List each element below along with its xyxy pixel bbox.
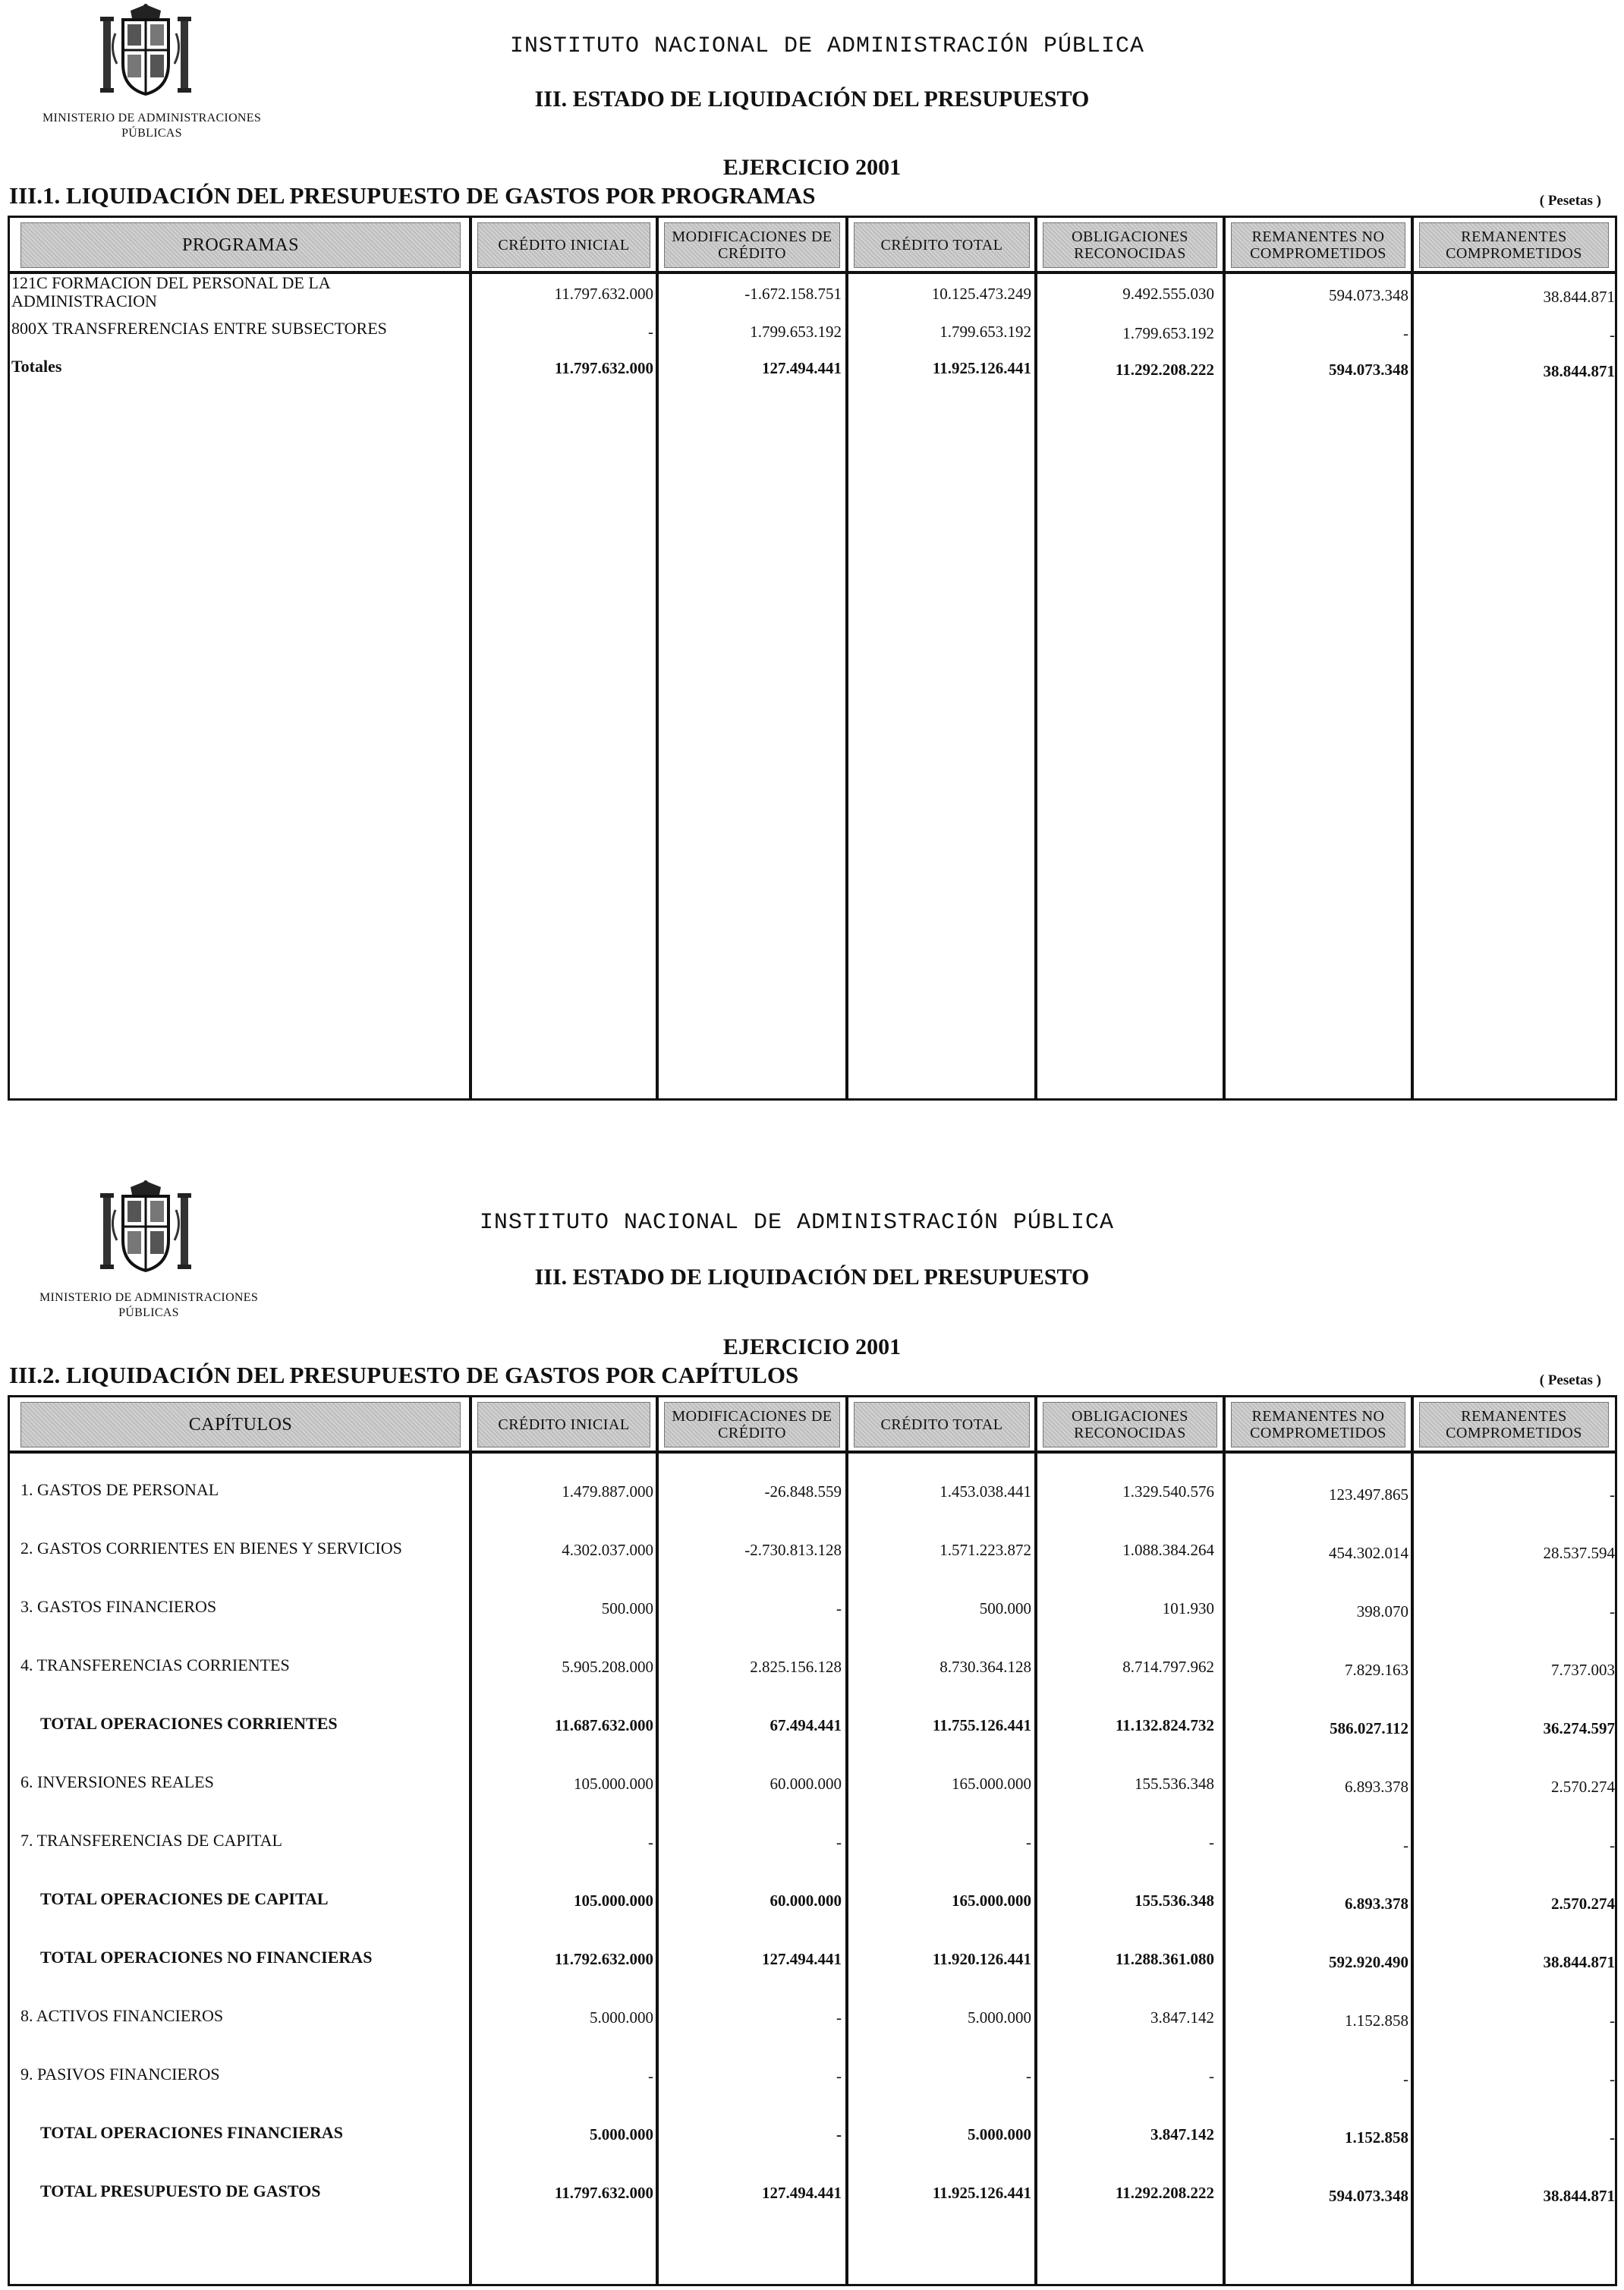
row-label: 2. GASTOS CORRIENTES EN BIENES Y SERVICIOS (20, 1539, 402, 1558)
ministry-name (23, 111, 281, 141)
cell-obligaciones: - (1209, 2067, 1214, 2085)
totals-row (10, 354, 1615, 388)
fiscal-year: EJERCICIO 2001 (722, 155, 902, 180)
cell-credito-total: 5.000.000 (968, 2125, 1031, 2144)
cell-modificaciones: 127.494.441 (762, 1950, 842, 1968)
cell-remanentes-no: 454.302.014 (1329, 1544, 1408, 1562)
cell-remanentes: 36.274.597 (1543, 1719, 1615, 1737)
row-label: 8. ACTIVOS FINANCIEROS (20, 2006, 224, 2025)
header-credito-total: CRÉDITO TOTAL (854, 1402, 1030, 1447)
cell-obligaciones: 1.088.384.264 (1122, 1541, 1214, 1559)
totals-row (10, 1710, 1615, 1743)
cell-remanentes: 2.570.274 (1551, 1895, 1615, 1913)
table-row (10, 317, 1615, 350)
cell-credito-inicial: 105.000.000 (574, 1892, 653, 1910)
totals-row (10, 2178, 1615, 2211)
cell-obligaciones: 8.714.797.962 (1122, 1658, 1214, 1676)
cell-remanentes-no: 398.070 (1356, 1602, 1408, 1621)
cell-modificaciones: -2.730.813.128 (744, 1541, 842, 1559)
cell-remanentes-no: 1.152.858 (1345, 2011, 1408, 2030)
cell-modificaciones: -1.672.158.751 (744, 285, 842, 303)
ministry-line-2: PÚBLICAS (121, 127, 182, 140)
row-label: TOTAL OPERACIONES DE CAPITAL (40, 1889, 329, 1908)
cell-modificaciones: - (836, 2067, 842, 2085)
table-row (10, 274, 1615, 313)
cell-remanentes: 2.570.274 (1551, 1778, 1615, 1796)
cell-remanentes: - (1610, 1485, 1615, 1504)
header-programas: PROGRAMAS (20, 222, 461, 268)
cell-modificaciones: 127.494.441 (762, 359, 842, 377)
row-label: 3. GASTOS FINANCIEROS (20, 1597, 217, 1616)
cell-credito-total: 11.925.126.441 (932, 359, 1031, 377)
institute-title: INSTITUTO NACIONAL DE ADMINISTRACIÓN PÚBLICA (479, 1210, 1115, 1236)
row-label: 121C FORMACION DEL PERSONAL DE LA ADMINISTRACION (11, 273, 331, 310)
cell-credito-inicial: 105.000.000 (574, 1775, 653, 1793)
header-credito-total: CRÉDITO TOTAL (854, 222, 1030, 268)
row-label: 9. PASIVOS FINANCIEROS (20, 2065, 220, 2084)
section-title: III. ESTADO DE LIQUIDACIÓN DEL PRESUPUESTO (534, 87, 1090, 112)
totals-row (10, 2119, 1615, 2153)
ministry-line-1: MINISTERIO DE ADMINISTRACIONES (42, 112, 262, 124)
cell-remanentes: 38.844.871 (1543, 288, 1615, 306)
table-header (10, 218, 1615, 274)
cell-remanentes-no: 1.152.858 (1345, 2128, 1408, 2147)
cell-credito-total: 10.125.473.249 (931, 285, 1031, 303)
cell-remanentes-no: - (1403, 324, 1408, 342)
cell-remanentes-no: 123.497.865 (1329, 1485, 1408, 1504)
cell-modificaciones: -26.848.559 (764, 1482, 842, 1501)
cell-remanentes: - (1610, 2070, 1615, 2088)
row-label: TOTAL OPERACIONES CORRIENTES (40, 1714, 338, 1733)
cell-credito-inicial: 5.905.208.000 (562, 1658, 653, 1676)
cell-modificaciones: 127.494.441 (762, 2184, 842, 2202)
cell-modificaciones: 2.825.156.128 (750, 1658, 842, 1676)
cell-credito-total: 1.453.038.441 (939, 1482, 1031, 1501)
header-remanentes-no: REMANENTES NO COMPROMETIDOS (1231, 1402, 1405, 1447)
header-remanentes-no: REMANENTES NO COMPROMETIDOS (1231, 222, 1405, 268)
cell-modificaciones: - (836, 1599, 842, 1617)
cell-remanentes-no: 6.893.378 (1345, 1895, 1408, 1913)
cell-credito-inicial: - (648, 323, 653, 341)
cell-obligaciones: 155.536.348 (1135, 1775, 1214, 1793)
row-label: TOTAL OPERACIONES FINANCIERAS (40, 2123, 343, 2142)
cell-credito-inicial: 11.797.632.000 (554, 2184, 653, 2202)
cell-credito-total: 11.925.126.441 (932, 2184, 1031, 2202)
section-title: III. ESTADO DE LIQUIDACIÓN DEL PRESUPUESTO (534, 1265, 1090, 1290)
cell-obligaciones: 3.847.142 (1150, 2008, 1214, 2027)
cell-obligaciones: 11.292.208.222 (1115, 2184, 1214, 2202)
table-row (10, 1827, 1615, 1860)
cell-remanentes: - (1610, 2011, 1615, 2030)
cell-obligaciones: 101.930 (1162, 1599, 1214, 1617)
cell-credito-inicial: 5.000.000 (590, 2008, 653, 2027)
cell-credito-inicial: 11.797.632.000 (554, 285, 653, 303)
cell-modificaciones: 60.000.000 (770, 1892, 842, 1910)
cell-remanentes: - (1610, 326, 1615, 344)
cell-credito-inicial: 11.687.632.000 (554, 1716, 653, 1734)
ministry-name (20, 1290, 278, 1321)
cell-credito-total: - (1026, 2067, 1031, 2085)
cell-obligaciones: 9.492.555.030 (1122, 285, 1214, 303)
row-label: 7. TRANSFERENCIAS DE CAPITAL (20, 1831, 282, 1850)
cell-remanentes-no: 594.073.348 (1329, 286, 1408, 304)
cell-credito-inicial: 500.000 (601, 1599, 653, 1617)
table-row (10, 2002, 1615, 2036)
cell-credito-inicial: 4.302.037.000 (562, 1541, 653, 1559)
cell-remanentes: 7.737.003 (1551, 1661, 1615, 1679)
cell-obligaciones: 155.536.348 (1135, 1892, 1214, 1910)
cell-credito-inicial: - (648, 1833, 653, 1851)
cell-obligaciones: 3.847.142 (1150, 2125, 1214, 2144)
cell-obligaciones: - (1209, 1833, 1214, 1851)
cell-credito-total: 1.799.653.192 (939, 323, 1031, 341)
cell-obligaciones: 11.288.361.080 (1115, 1950, 1214, 1968)
cell-remanentes: 38.844.871 (1543, 362, 1615, 380)
header-remanentes: REMANENTES COMPROMETIDOS (1419, 1402, 1609, 1447)
cell-remanentes-no: 594.073.348 (1329, 361, 1408, 379)
cell-credito-total: 165.000.000 (952, 1775, 1031, 1793)
table-row (10, 1476, 1615, 1510)
cell-remanentes-no: 592.920.490 (1329, 1953, 1408, 1971)
cell-modificaciones: 60.000.000 (770, 1775, 842, 1793)
cell-remanentes-no: 586.027.112 (1330, 1719, 1408, 1737)
cell-obligaciones: 1.329.540.576 (1122, 1482, 1214, 1501)
cell-remanentes: 28.537.594 (1543, 1544, 1615, 1562)
row-label: 1. GASTOS DE PERSONAL (20, 1480, 219, 1499)
header-obligaciones: OBLIGACIONES RECONOCIDAS (1043, 1402, 1217, 1447)
table-row (10, 1769, 1615, 1802)
cell-remanentes: 38.844.871 (1543, 1953, 1615, 1971)
row-label: 800X TRANSFRERENCIAS ENTRE SUBSECTORES (11, 319, 387, 338)
cell-remanentes: 38.844.871 (1543, 2187, 1615, 2205)
cell-remanentes-no: - (1403, 2070, 1408, 2088)
institute-title: INSTITUTO NACIONAL DE ADMINISTRACIÓN PÚBLICA (509, 33, 1145, 59)
cell-credito-inicial: 11.792.632.000 (554, 1950, 653, 1968)
cell-remanentes-no: 7.829.163 (1345, 1661, 1408, 1679)
cell-credito-total: 165.000.000 (952, 1892, 1031, 1910)
header-obligaciones: OBLIGACIONES RECONOCIDAS (1043, 222, 1217, 268)
cell-modificaciones: - (836, 2008, 842, 2027)
cell-credito-inicial: - (648, 2067, 653, 2085)
ministry-line-1: MINISTERIO DE ADMINISTRACIONES (39, 1291, 259, 1304)
table-title: III.2. LIQUIDACIÓN DEL PRESUPUESTO DE GASTOS POR CAPÍTULOS (9, 1362, 799, 1388)
cell-modificaciones: 1.799.653.192 (750, 323, 842, 341)
cell-remanentes-no: 594.073.348 (1329, 2187, 1408, 2205)
cell-credito-total: 8.730.364.128 (939, 1658, 1031, 1676)
currency-note: ( Pesetas ) (1539, 1372, 1601, 1388)
ministry-line-2: PÚBLICAS (118, 1306, 179, 1319)
cell-obligaciones: 11.132.824.732 (1115, 1716, 1214, 1734)
header-credito-inicial: CRÉDITO INICIAL (477, 222, 650, 268)
cell-remanentes-no: 6.893.378 (1345, 1778, 1408, 1796)
cell-obligaciones: 1.799.653.192 (1122, 324, 1214, 342)
capitulos-table (8, 1395, 1617, 2286)
table-row (10, 2061, 1615, 2094)
page-programas (0, 0, 1624, 1139)
row-label: TOTAL PRESUPUESTO DE GASTOS (40, 2181, 321, 2200)
table-title: III.1. LIQUIDACIÓN DEL PRESUPUESTO DE GASTOS POR PROGRAMAS (9, 182, 816, 209)
cell-credito-total: 500.000 (979, 1599, 1031, 1617)
header-remanentes: REMANENTES COMPROMETIDOS (1419, 222, 1609, 268)
row-label: TOTAL OPERACIONES NO FINANCIERAS (40, 1948, 373, 1967)
table-row (10, 1652, 1615, 1685)
cell-credito-total: 11.755.126.441 (932, 1716, 1031, 1734)
cell-obligaciones: 11.292.208.222 (1115, 361, 1214, 379)
table-row (10, 1593, 1615, 1627)
cell-credito-inicial: 5.000.000 (590, 2125, 653, 2144)
cell-credito-inicial: 1.479.887.000 (562, 1482, 653, 1501)
cell-credito-total: 5.000.000 (968, 2008, 1031, 2027)
programas-table (8, 216, 1617, 1101)
cell-credito-inicial: 11.797.632.000 (554, 359, 653, 377)
header-modificaciones: MODIFICACIONES DE CRÉDITO (664, 222, 840, 268)
fiscal-year: EJERCICIO 2001 (722, 1334, 902, 1359)
cell-modificaciones: 67.494.441 (770, 1716, 842, 1734)
cell-remanentes: - (1610, 1836, 1615, 1854)
cell-credito-total: 1.571.223.872 (939, 1541, 1031, 1559)
row-label: Totales (11, 357, 62, 376)
table-row (10, 1535, 1615, 1568)
totals-row (10, 1944, 1615, 1977)
page-capitulos (0, 1176, 1624, 2290)
header-capitulos: CAPÍTULOS (20, 1402, 461, 1447)
cell-modificaciones: - (836, 1833, 842, 1851)
cell-remanentes-no: - (1403, 1836, 1408, 1854)
row-label: 4. TRANSFERENCIAS CORRIENTES (20, 1655, 290, 1674)
cell-remanentes: - (1610, 2128, 1615, 2147)
cell-modificaciones: - (836, 2125, 842, 2144)
header-modificaciones: MODIFICACIONES DE CRÉDITO (664, 1402, 840, 1447)
row-label: 6. INVERSIONES REALES (20, 1772, 214, 1791)
table-header (10, 1397, 1615, 1454)
cell-credito-total: - (1026, 1833, 1031, 1851)
totals-row (10, 1885, 1615, 1919)
cell-credito-total: 11.920.126.441 (932, 1950, 1031, 1968)
cell-remanentes: - (1610, 1602, 1615, 1621)
header-credito-inicial: CRÉDITO INICIAL (477, 1402, 650, 1447)
currency-note: ( Pesetas ) (1539, 193, 1601, 209)
